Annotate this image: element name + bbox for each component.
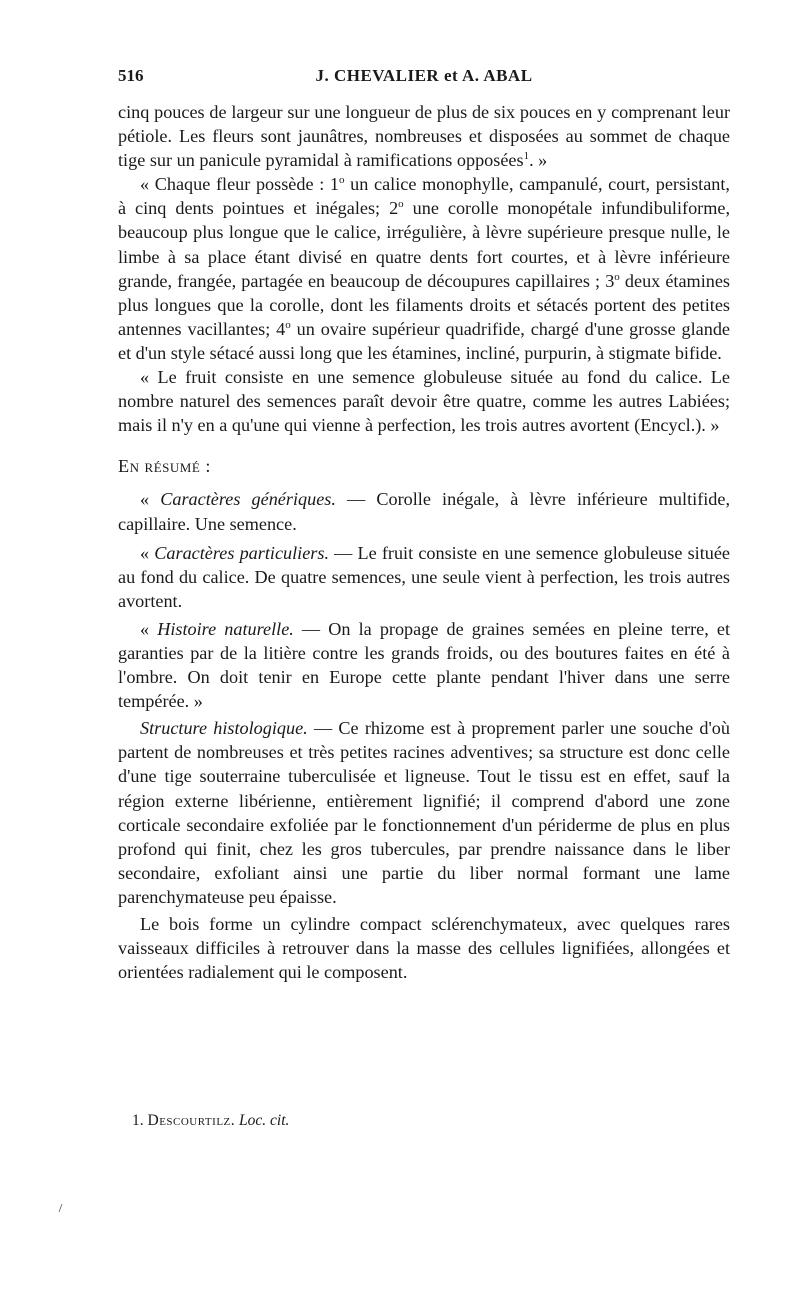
paragraph-natural-history: « Histoire naturelle. — On la propage de graines semées en pleine terre, et garanties par de la litière contre les grands froids, ou des boutures faites en été à l'ombre. On doit tenir en Europe cette plante pendant l'hiver dans une serre tempérée. » bbox=[118, 618, 730, 712]
footnote-author: Descourtilz. bbox=[147, 1112, 236, 1129]
body-text bbox=[118, 100, 730, 984]
italic-term: Caractères génériques. bbox=[160, 489, 336, 510]
paragraph-wood-structure: Le bois forme un cylindre compact sclérenchymateux, avec quelques rares vaisseaux difficiles à retrouver dans la masse des cellules lignifiées, allongées et orientées radialement qui le composent. bbox=[118, 914, 730, 983]
paragraph-leaf-description: cinq pouces de largeur sur une longueur de plus de six pouces en y comprenant leur pétiole. Les fleurs sont jaunâtres, nombreuses et disposées au sommet de chaque tige sur un panicule pyramidal à ramifications opposées$^1$. » bbox=[118, 102, 730, 171]
page-number: 516 bbox=[118, 66, 144, 85]
footnote-citation: Loc. cit. bbox=[239, 1112, 290, 1129]
italic-term: Structure histologique. bbox=[140, 718, 308, 739]
paragraph-particular-characters: « Caractères particuliers. — Le fruit consiste en une semence globuleuse située au fond du calice. De quatre semences, une seule vient à perfection, les trois autres avortent. bbox=[118, 542, 730, 611]
footnote-marker: 1 bbox=[523, 150, 530, 163]
footnote-number: 1. bbox=[132, 1112, 144, 1129]
stray-ink-mark bbox=[59, 1204, 67, 1212]
running-head bbox=[118, 66, 730, 90]
running-head-authors: J. CHEVALIER et A. ABAL bbox=[315, 66, 533, 85]
section-heading-resume: En résumé : bbox=[118, 456, 211, 477]
italic-term: Histoire naturelle. bbox=[157, 618, 294, 639]
footnote bbox=[132, 1112, 732, 1130]
paragraph-fruit-description: « Le fruit consiste en une semence globuleuse située au fond du calice. Le nombre naturel des semences paraît devoir être quatre, comme les autres Labiées; mais il n'y en a qu'une qui vienne à perfection, les trois autres avortent (Encycl.). » bbox=[118, 367, 730, 436]
paragraph-generic-characters: « Caractères génériques. — Corolle inégale, à lèvre inférieure multifide, capillaire. Une semence. bbox=[118, 489, 731, 534]
paragraph-flower-description: « Chaque fleur possède : 1$^o$ un calice monophylle, campanulé, court, persistant, à cinq dents pointues et inégales; 2$^o$ une corolle monopétale infundibuliforme, beaucoup plus longue que le calice, irrégulière, à lèvre supérieure presque nulle, le limbe à sa place étant divisé en quatre dents fort courtes, et à lèvre inférieure grande, frangée, partagée en beaucoup de découpures capillaires ; 3$^o$ deux étamines plus longues que la corolle, dont les filaments droits et sétacés portent des petites antennes vacillantes; 4$^o$ un ovaire supérieur quadrifide, chargé d'une grosse glande et d'un style sétacé aussi long que les étamines, incliné, purpurin, à stigmate bifide. bbox=[118, 174, 731, 363]
paragraph-histological-structure: Structure histologique. — Ce rhizome est à proprement parler une souche d'où partent de nombreuses et très petites racines adventives; sa structure est donc celle d'une tige souterraine tuberculisée et ligneuse. Tout le tissu est en effet, sauf la région externe libérienne, entièrement lignifié; il comprend d'abord une zone corticale secondaire exfoliée par le fonctionnement d'un périderme de plus en plus profond qui finit, chez les gros tubercules, par prendre naissance dans le liber secondaire, exfoliant ainsi une partie du liber normal formant une lame parenchymateuse peu épaisse. bbox=[118, 718, 730, 907]
italic-term: Caractères particuliers. bbox=[154, 542, 329, 563]
